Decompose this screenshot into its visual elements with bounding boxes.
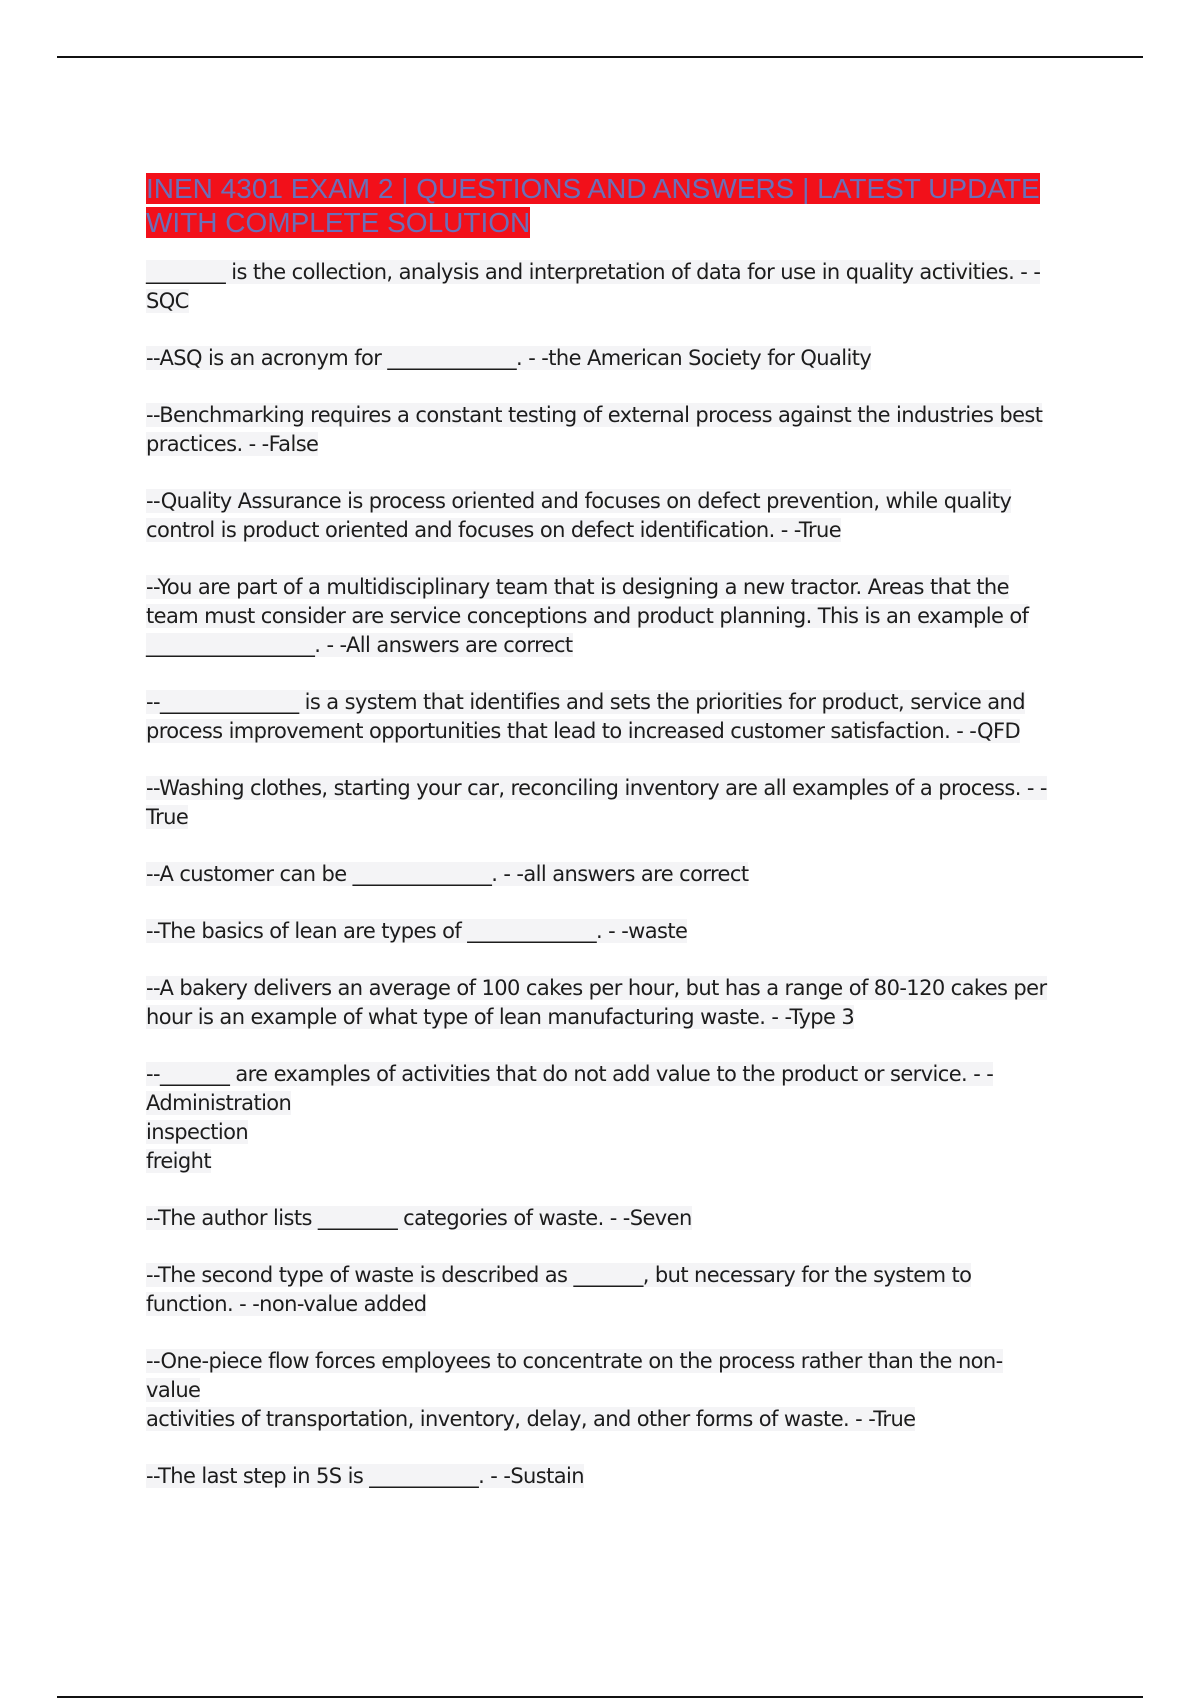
qa-item: --One-piece flow forces employees to concentrate on the process rather than the non-value activities of transportation, inventory, delay, and other forms of waste. - -True xyxy=(146,1349,1003,1431)
qa-item: --The author lists ________ categories of waste. - -Seven xyxy=(146,1206,692,1230)
qa-item: --The last step in 5S is ___________. - -Sustain xyxy=(146,1464,584,1488)
qa-item: --A customer can be ______________. - -all answers are correct xyxy=(146,862,749,886)
qa-item: --A bakery delivers an average of 100 cakes per hour, but has a range of 80-120 cakes per hour is an example of what type of lean manufacturing waste. - -Type 3 xyxy=(146,976,1047,1029)
document-body xyxy=(146,172,1051,1519)
document-title: INEN 4301 EXAM 2 | QUESTIONS AND ANSWERS | LATEST UPDATE WITH COMPLETE SOLUTION xyxy=(146,173,1040,238)
qa-item: ________ is the collection, analysis and interpretation of data for use in quality activities. - - SQC xyxy=(146,260,1041,313)
bottom-rule xyxy=(57,1696,1143,1698)
qa-item: --Quality Assurance is process oriented and focuses on defect prevention, while quality control is product oriented and focuses on defect identification. - -True xyxy=(146,489,1012,542)
qa-item: --The second type of waste is described as _______, but necessary for the system to function. - -non-value added xyxy=(146,1263,972,1316)
qa-item: --You are part of a multidisciplinary team that is designing a new tractor. Areas that the team must consider are service conceptions and product planning. This is an example of _________________. - -All answers are correct xyxy=(146,575,1029,657)
qa-item: --ASQ is an acronym for _____________. - -the American Society for Quality xyxy=(146,346,872,370)
qa-item: --______________ is a system that identifies and sets the priorities for product, service and process improvement opportunities that lead to increased customer satisfaction. - -QFD xyxy=(146,690,1025,743)
top-rule xyxy=(57,56,1143,58)
qa-item: --Washing clothes, starting your car, reconciling inventory are all examples of a process. - - True xyxy=(146,776,1047,829)
qa-item: --The basics of lean are types of _____________. - -waste xyxy=(146,919,688,943)
qa-item: --_______ are examples of activities that do not add value to the product or service. - - Administration inspection freight xyxy=(146,1062,994,1173)
qa-item: --Benchmarking requires a constant testing of external process against the industries best practices. - -False xyxy=(146,403,1043,456)
